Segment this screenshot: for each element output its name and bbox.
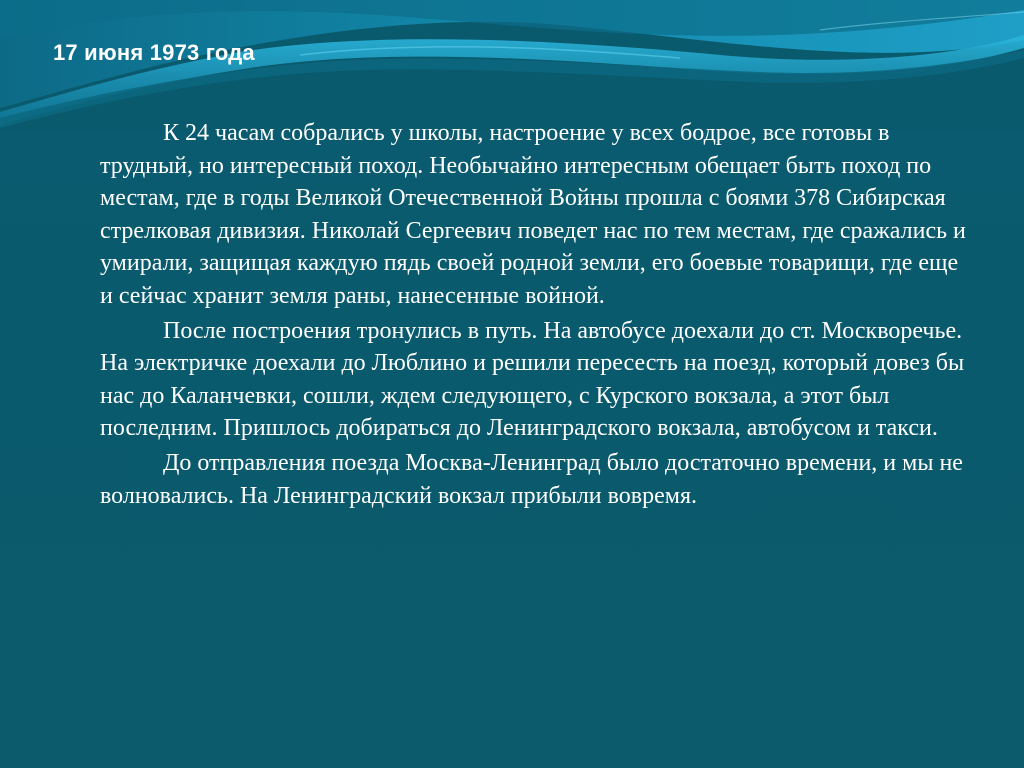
body-text [100, 117, 970, 514]
paragraph: К 24 часам собрались у школы, настроение у всех бодрое, все готовы в трудный, но интересный поход. Необычайно интересным обещает быть поход по местам, где в годы Великой Отечественной Войны прошла с боями 378 Сибирская стрелковая дивизия. Николай Сергеевич поведет нас по тем местам, где сражались и умирали, защищая каждую пядь своей родной земли, его боевые товарищи, где еще и сейчас хранит земля раны, нанесенные войной. [100, 120, 966, 309]
paragraph: До отправления поезда Москва-Ленинград было достаточно времени, и мы не волновались. На Ленинградский вокзал прибыли вовремя. [100, 449, 963, 509]
paragraph: После построения тронулись в путь. На автобусе доехали до ст. Москворечье. На электричке доехали до Люблино и решили пересесть на поезд, который довез бы нас до Каланчевки, сошли, ждем следующего, с Курского вокзала, а этот был последним. Пришлось добираться до Ленинградского вокзала, автобусом и такси. [100, 317, 965, 442]
slide-title: 17 июня 1973 года [53, 40, 255, 65]
